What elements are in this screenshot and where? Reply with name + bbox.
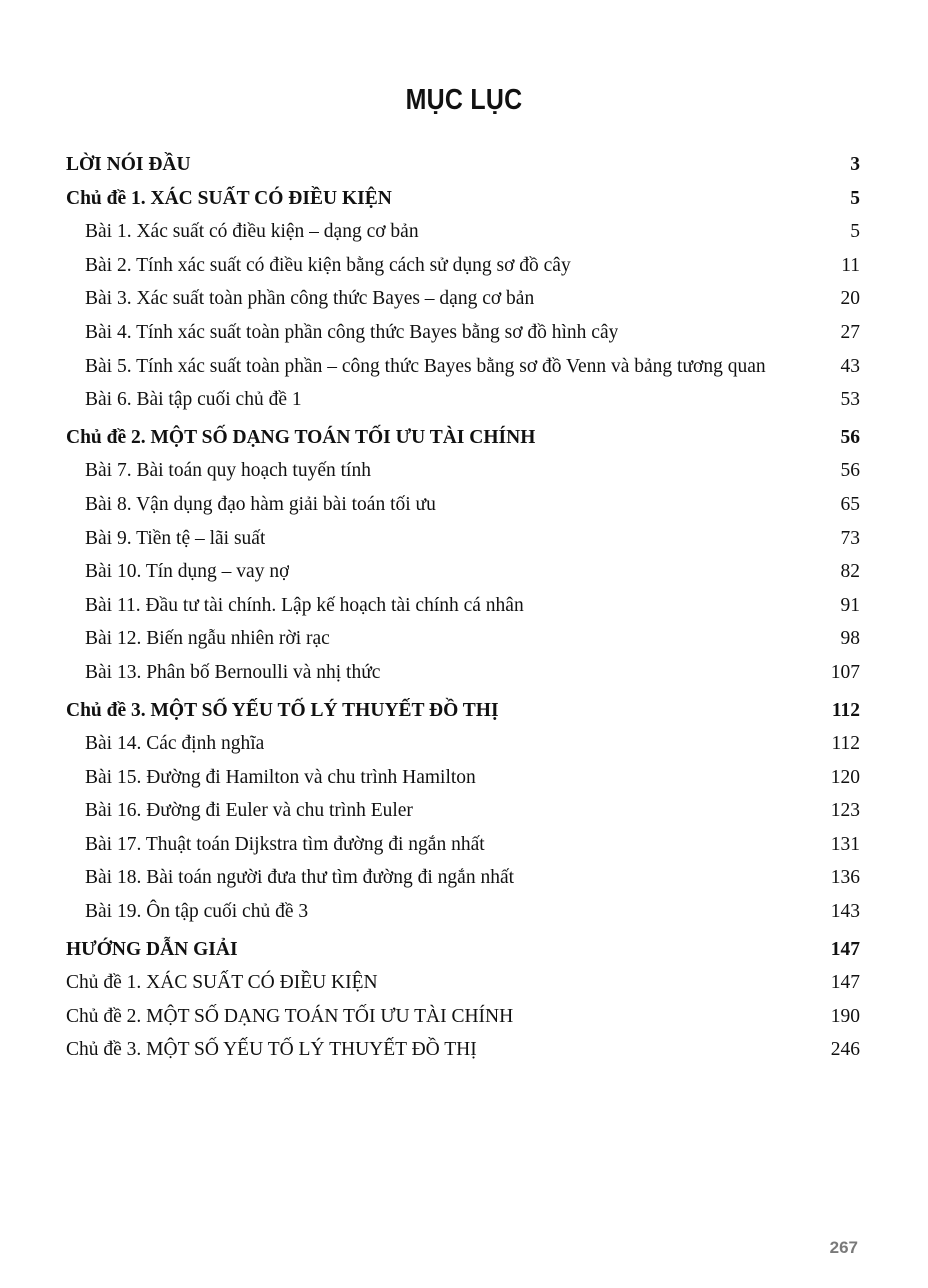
toc-row-lesson (66, 350, 860, 384)
toc-label: Bài 8. Vận dụng đạo hàm giải bài toán tối ưu (85, 493, 436, 515)
toc-row-lesson (66, 761, 860, 795)
toc-page-number: 3 (850, 154, 860, 175)
toc-page-number: 246 (830, 1039, 860, 1061)
toc-row-lesson (66, 454, 860, 488)
toc-row-lesson (66, 622, 860, 656)
toc-label: Bài 16. Đường đi Euler và chu trình Euler (85, 800, 413, 822)
toc-label: Bài 19. Ôn tập cuối chủ đề 3 (85, 901, 309, 923)
toc-page-number: 112 (831, 699, 860, 721)
toc-page-number: 5 (850, 187, 860, 209)
toc-page-number: 190 (830, 1005, 860, 1027)
toc-page-number: 5 (850, 221, 860, 243)
toc-label: Bài 13. Phân bố Bernoulli và nhị thức (85, 661, 381, 683)
toc-label: Chủ đề 1. XÁC SUẤT CÓ ĐIỀU KIỆN (66, 972, 378, 994)
toc-label: Bài 1. Xác suất có điều kiện – dạng cơ bản (85, 221, 419, 243)
toc-row-lesson (66, 555, 860, 589)
toc-page-number: 56 (840, 460, 860, 482)
toc-row-lesson (66, 656, 860, 690)
toc-row-preface (66, 148, 860, 182)
toc-label: Chủ đề 1. XÁC SUẤT CÓ ĐIỀU KIỆN (66, 187, 392, 209)
toc-label: Bài 15. Đường đi Hamilton và chu trình Hamilton (85, 766, 476, 788)
toc-page-number: 91 (840, 594, 860, 616)
toc-page-number: 123 (830, 800, 860, 822)
toc-page-number: 147 (830, 938, 860, 960)
toc-label: Bài 6. Bài tập cuối chủ đề 1 (85, 389, 302, 411)
toc-page-number: 11 (841, 254, 860, 276)
toc-label: Chủ đề 2. MỘT SỐ DẠNG TOÁN TỐI ƯU TÀI CHÍNH (66, 1005, 514, 1027)
toc-page-number: 56 (840, 426, 860, 448)
toc-label: Bài 3. Xác suất toàn phần công thức Bayes – dạng cơ bản (85, 288, 535, 310)
toc-page-number: 73 (840, 527, 860, 549)
toc-page-number: 107 (830, 661, 860, 683)
toc-label: Bài 14. Các định nghĩa (85, 733, 265, 755)
toc-page-number: 20 (840, 288, 860, 310)
toc-label: Bài 2. Tính xác suất có điều kiện bằng cách sử dụng sơ đồ cây (85, 254, 571, 276)
toc-page-number: 27 (840, 321, 860, 343)
toc-label: Bài 12. Biến ngẫu nhiên rời rạc (85, 628, 330, 650)
toc-label: HƯỚNG DẪN GIẢI (66, 938, 238, 960)
toc-row-lesson (66, 522, 860, 556)
toc-label: Chủ đề 2. MỘT SỐ DẠNG TOÁN TỐI ƯU TÀI CHÍNH (66, 426, 536, 448)
toc-page-number: 43 (840, 355, 860, 377)
toc-row-solutions-topic (66, 1000, 860, 1034)
toc-row-lesson (66, 861, 860, 895)
toc-row-lesson (66, 727, 860, 761)
toc-label: Bài 18. Bài toán người đưa thư tìm đường đi ngắn nhất (85, 867, 515, 889)
toc-label: Bài 9. Tiền tệ – lãi suất (85, 527, 266, 549)
toc-page-number: 65 (840, 493, 860, 515)
toc-page-number: 131 (830, 833, 860, 855)
toc-label: Chủ đề 3. MỘT SỐ YẾU TỐ LÝ THUYẾT ĐỒ THỊ (66, 699, 499, 721)
toc-row-lesson (66, 828, 860, 862)
toc-row-lesson (66, 488, 860, 522)
toc-row-lesson (66, 383, 860, 417)
toc-page-number: 112 (831, 733, 860, 755)
toc-label: Bài 5. Tính xác suất toàn phần – công thức Bayes bằng sơ đồ Venn và bảng tương quan (85, 355, 766, 377)
toc-label: LỜI NÓI ĐẦU (66, 154, 191, 175)
toc-row-solutions-topic (66, 966, 860, 1000)
toc-row-lesson (66, 589, 860, 623)
toc-label: Bài 11. Đầu tư tài chính. Lập kế hoạch tài chính cá nhân (85, 594, 524, 616)
toc-label: Bài 10. Tín dụng – vay nợ (85, 561, 290, 583)
toc-label: Bài 7. Bài toán quy hoạch tuyến tính (85, 460, 371, 482)
toc-row-topic-1 (66, 182, 860, 216)
toc-label: Bài 17. Thuật toán Dijkstra tìm đường đi ngắn nhất (85, 833, 485, 855)
page-number: 267 (829, 1238, 858, 1257)
toc-row-lesson (66, 282, 860, 316)
page-title: MỤC LỤC (405, 84, 523, 116)
toc-label: Bài 4. Tính xác suất toàn phần công thức Bayes bằng sơ đồ hình cây (85, 321, 619, 343)
toc-row-solutions (66, 933, 860, 967)
toc-row-topic-3 (66, 694, 860, 728)
toc-page-number: 143 (830, 901, 860, 923)
toc-label: Chủ đề 3. MỘT SỐ YẾU TỐ LÝ THUYẾT ĐỒ THỊ (66, 1039, 477, 1061)
toc-page-number: 53 (840, 389, 860, 411)
toc-row-lesson (66, 794, 860, 828)
toc-page-number: 120 (830, 766, 860, 788)
toc-page-number: 98 (840, 628, 860, 650)
toc-page-number: 82 (840, 561, 860, 583)
toc-row-lesson (66, 215, 860, 249)
toc-row-lesson (66, 249, 860, 283)
toc-page-number: 147 (830, 972, 860, 994)
toc-row-topic-2 (66, 421, 860, 455)
toc-page-number: 136 (830, 867, 860, 889)
toc-row-lesson (66, 895, 860, 929)
toc-row-lesson (66, 316, 860, 350)
table-of-contents (66, 148, 860, 1067)
toc-row-solutions-topic (66, 1033, 860, 1067)
